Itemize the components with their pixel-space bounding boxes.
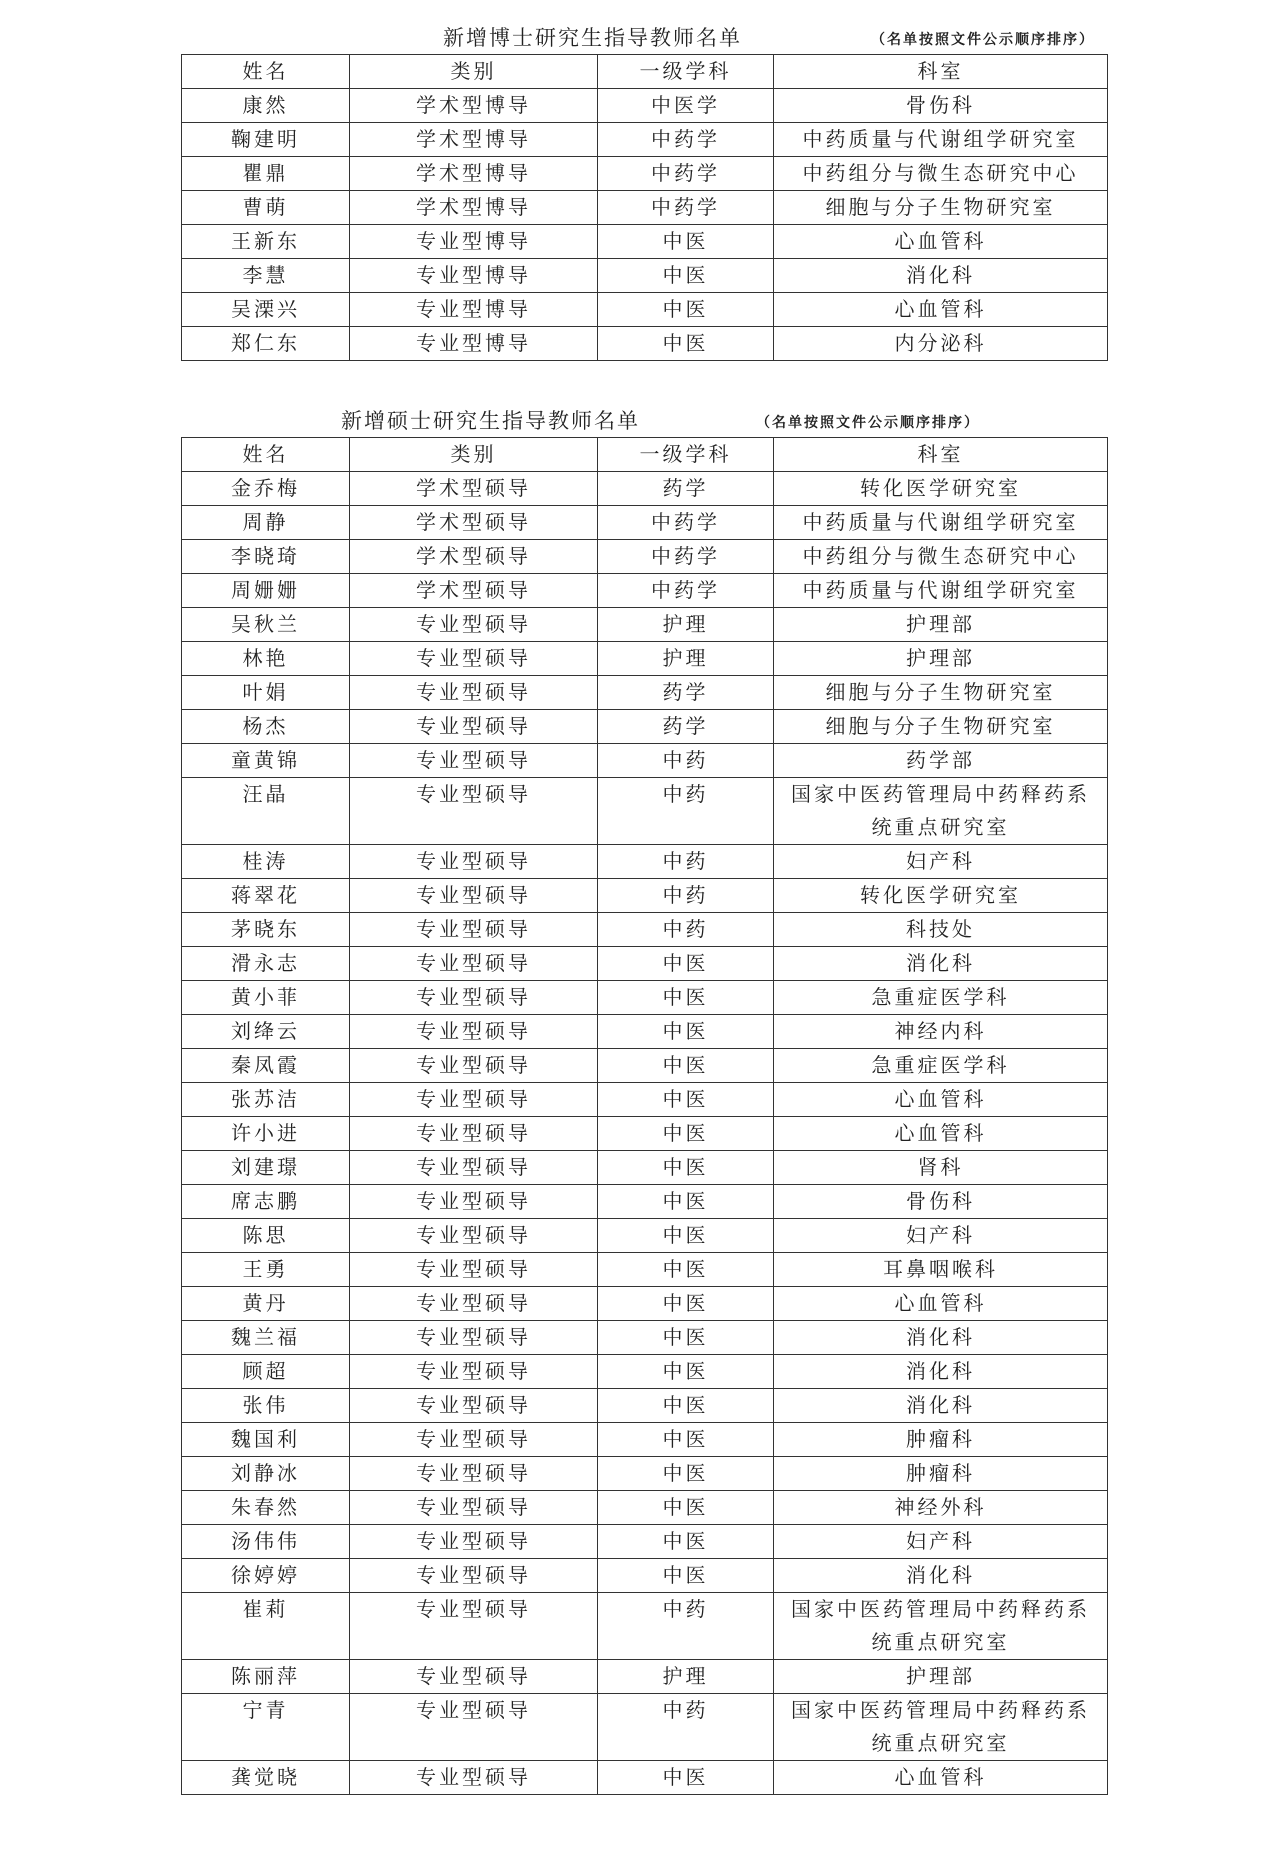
table-row bbox=[182, 89, 1108, 123]
department-cell: 细胞与分子生物研究室 bbox=[774, 191, 1108, 225]
discipline-cell: 中药学 bbox=[598, 123, 774, 157]
table-row bbox=[182, 1015, 1108, 1049]
discipline-cell: 中医 bbox=[598, 1185, 774, 1219]
advisor-name-cell: 许小进 bbox=[182, 1117, 350, 1151]
category-cell: 专业型博导 bbox=[350, 293, 598, 327]
department-cell: 骨伤科 bbox=[774, 1185, 1108, 1219]
table-row bbox=[182, 608, 1108, 642]
department-cell: 护理部 bbox=[774, 1660, 1108, 1694]
department-line: 统重点研究室 bbox=[871, 1731, 1010, 1755]
department-cell: 神经外科 bbox=[774, 1491, 1108, 1525]
department-cell: 急重症医学科 bbox=[774, 1049, 1108, 1083]
phd-table-title: 新增博士研究生指导教师名单 bbox=[443, 26, 742, 50]
department-cell: 细胞与分子生物研究室 bbox=[774, 676, 1108, 710]
advisor-name-cell: 茅晓东 bbox=[182, 913, 350, 947]
table-row bbox=[182, 1457, 1108, 1491]
department-line: 国家中医药管理局中药释药系 bbox=[791, 782, 1090, 806]
advisor-name-cell: 滑永志 bbox=[182, 947, 350, 981]
category-cell: 专业型硕导 bbox=[350, 947, 598, 981]
department-cell bbox=[774, 778, 1108, 845]
discipline-cell: 中医 bbox=[598, 981, 774, 1015]
department-cell: 心血管科 bbox=[774, 293, 1108, 327]
department-cell: 骨伤科 bbox=[774, 89, 1108, 123]
discipline-cell: 中药学 bbox=[598, 191, 774, 225]
category-cell: 专业型硕导 bbox=[350, 1049, 598, 1083]
advisor-name-cell: 黄丹 bbox=[182, 1287, 350, 1321]
category-cell: 专业型硕导 bbox=[350, 1355, 598, 1389]
table-row bbox=[182, 1287, 1108, 1321]
table-row bbox=[182, 1151, 1108, 1185]
category-cell: 专业型博导 bbox=[350, 259, 598, 293]
table-row bbox=[182, 1117, 1108, 1151]
discipline-cell: 中医 bbox=[598, 1423, 774, 1457]
table-row bbox=[182, 540, 1108, 574]
table-row bbox=[182, 1491, 1108, 1525]
department-cell: 消化科 bbox=[774, 1389, 1108, 1423]
advisor-name-cell: 杨杰 bbox=[182, 710, 350, 744]
phd-advisor-section bbox=[181, 22, 1103, 361]
discipline-cell: 中医 bbox=[598, 225, 774, 259]
discipline-cell: 中医 bbox=[598, 293, 774, 327]
column-header: 类别 bbox=[350, 55, 598, 89]
category-cell: 专业型硕导 bbox=[350, 1185, 598, 1219]
advisor-name-cell: 黄小菲 bbox=[182, 981, 350, 1015]
department-line: 统重点研究室 bbox=[871, 815, 1010, 839]
department-cell: 肾科 bbox=[774, 1151, 1108, 1185]
category-cell: 专业型硕导 bbox=[350, 778, 598, 845]
discipline-cell: 中药学 bbox=[598, 540, 774, 574]
column-header: 姓名 bbox=[182, 55, 350, 89]
category-cell: 专业型硕导 bbox=[350, 1117, 598, 1151]
advisor-name-cell: 魏兰福 bbox=[182, 1321, 350, 1355]
category-cell: 专业型博导 bbox=[350, 225, 598, 259]
category-cell: 学术型博导 bbox=[350, 123, 598, 157]
category-cell: 专业型硕导 bbox=[350, 1559, 598, 1593]
advisor-name-cell: 汪晶 bbox=[182, 778, 350, 845]
category-cell: 专业型硕导 bbox=[350, 879, 598, 913]
table-row bbox=[182, 225, 1108, 259]
department-cell: 中药质量与代谢组学研究室 bbox=[774, 506, 1108, 540]
advisor-name-cell: 陈丽萍 bbox=[182, 1660, 350, 1694]
advisor-name-cell: 张苏洁 bbox=[182, 1083, 350, 1117]
category-cell: 专业型硕导 bbox=[350, 1761, 598, 1795]
advisor-name-cell: 瞿鼎 bbox=[182, 157, 350, 191]
discipline-cell: 中药 bbox=[598, 845, 774, 879]
table-row bbox=[182, 1525, 1108, 1559]
phd-section-header bbox=[181, 22, 1103, 54]
table-header-row bbox=[182, 438, 1108, 472]
category-cell: 专业型硕导 bbox=[350, 744, 598, 778]
department-cell: 护理部 bbox=[774, 642, 1108, 676]
table-row bbox=[182, 642, 1108, 676]
discipline-cell: 中医 bbox=[598, 1151, 774, 1185]
discipline-cell: 中医 bbox=[598, 1253, 774, 1287]
category-cell: 专业型硕导 bbox=[350, 1219, 598, 1253]
category-cell: 专业型硕导 bbox=[350, 710, 598, 744]
department-cell: 中药质量与代谢组学研究室 bbox=[774, 574, 1108, 608]
table-row bbox=[182, 506, 1108, 540]
table-row bbox=[182, 1660, 1108, 1694]
advisor-name-cell: 崔莉 bbox=[182, 1593, 350, 1660]
advisor-name-cell: 秦凤霞 bbox=[182, 1049, 350, 1083]
table-row bbox=[182, 845, 1108, 879]
category-cell: 专业型硕导 bbox=[350, 845, 598, 879]
table-row bbox=[182, 191, 1108, 225]
table-row bbox=[182, 947, 1108, 981]
discipline-cell: 中医 bbox=[598, 1559, 774, 1593]
advisor-name-cell: 李慧 bbox=[182, 259, 350, 293]
discipline-cell: 中医 bbox=[598, 1287, 774, 1321]
table-row bbox=[182, 1423, 1108, 1457]
advisor-name-cell: 刘静冰 bbox=[182, 1457, 350, 1491]
advisor-name-cell: 李晓琦 bbox=[182, 540, 350, 574]
department-cell: 中药组分与微生态研究中心 bbox=[774, 157, 1108, 191]
discipline-cell: 中药学 bbox=[598, 574, 774, 608]
category-cell: 专业型硕导 bbox=[350, 1457, 598, 1491]
discipline-cell: 药学 bbox=[598, 472, 774, 506]
advisor-name-cell: 汤伟伟 bbox=[182, 1525, 350, 1559]
category-cell: 专业型硕导 bbox=[350, 1389, 598, 1423]
column-header: 一级学科 bbox=[598, 438, 774, 472]
category-cell: 学术型博导 bbox=[350, 191, 598, 225]
discipline-cell: 中医 bbox=[598, 1049, 774, 1083]
table-row bbox=[182, 574, 1108, 608]
table-row bbox=[182, 913, 1108, 947]
table-row bbox=[182, 1219, 1108, 1253]
category-cell: 专业型硕导 bbox=[350, 608, 598, 642]
category-cell: 专业型硕导 bbox=[350, 1083, 598, 1117]
category-cell: 专业型硕导 bbox=[350, 1151, 598, 1185]
discipline-cell: 中医 bbox=[598, 327, 774, 361]
column-header: 科室 bbox=[774, 55, 1108, 89]
table-row bbox=[182, 1049, 1108, 1083]
discipline-cell: 中医 bbox=[598, 1761, 774, 1795]
table-header-row bbox=[182, 55, 1108, 89]
advisor-name-cell: 鞠建明 bbox=[182, 123, 350, 157]
department-cell: 消化科 bbox=[774, 1355, 1108, 1389]
department-cell: 妇产科 bbox=[774, 845, 1108, 879]
department-line: 国家中医药管理局中药释药系 bbox=[791, 1698, 1090, 1722]
category-cell: 专业型硕导 bbox=[350, 1287, 598, 1321]
table-row bbox=[182, 1355, 1108, 1389]
department-cell: 肿瘤科 bbox=[774, 1423, 1108, 1457]
department-cell: 心血管科 bbox=[774, 1287, 1108, 1321]
discipline-cell: 中医学 bbox=[598, 89, 774, 123]
advisor-name-cell: 曹萌 bbox=[182, 191, 350, 225]
advisor-name-cell: 周静 bbox=[182, 506, 350, 540]
advisor-name-cell: 王勇 bbox=[182, 1253, 350, 1287]
category-cell: 专业型硕导 bbox=[350, 1423, 598, 1457]
table-row bbox=[182, 1185, 1108, 1219]
discipline-cell: 中医 bbox=[598, 1491, 774, 1525]
category-cell: 专业型硕导 bbox=[350, 1593, 598, 1660]
department-cell: 神经内科 bbox=[774, 1015, 1108, 1049]
table-row bbox=[182, 259, 1108, 293]
discipline-cell: 护理 bbox=[598, 642, 774, 676]
advisor-name-cell: 王新东 bbox=[182, 225, 350, 259]
department-cell: 心血管科 bbox=[774, 1117, 1108, 1151]
department-cell bbox=[774, 1593, 1108, 1660]
table-row bbox=[182, 157, 1108, 191]
category-cell: 专业型硕导 bbox=[350, 1253, 598, 1287]
category-cell: 专业型硕导 bbox=[350, 642, 598, 676]
department-cell: 中药质量与代谢组学研究室 bbox=[774, 123, 1108, 157]
table-row bbox=[182, 744, 1108, 778]
department-cell: 消化科 bbox=[774, 259, 1108, 293]
category-cell: 专业型硕导 bbox=[350, 1321, 598, 1355]
discipline-cell: 中医 bbox=[598, 1389, 774, 1423]
advisor-name-cell: 金乔梅 bbox=[182, 472, 350, 506]
table-row bbox=[182, 1083, 1108, 1117]
department-cell: 心血管科 bbox=[774, 225, 1108, 259]
department-cell: 药学部 bbox=[774, 744, 1108, 778]
advisor-name-cell: 顾超 bbox=[182, 1355, 350, 1389]
department-cell: 妇产科 bbox=[774, 1525, 1108, 1559]
master-section-header bbox=[181, 405, 1103, 437]
advisor-name-cell: 刘建璟 bbox=[182, 1151, 350, 1185]
category-cell: 专业型硕导 bbox=[350, 1525, 598, 1559]
department-cell: 转化医学研究室 bbox=[774, 879, 1108, 913]
table-row bbox=[182, 123, 1108, 157]
category-cell: 学术型硕导 bbox=[350, 472, 598, 506]
discipline-cell: 中医 bbox=[598, 259, 774, 293]
category-cell: 学术型硕导 bbox=[350, 540, 598, 574]
master-advisor-section bbox=[181, 405, 1103, 1795]
advisor-name-cell: 周姗姗 bbox=[182, 574, 350, 608]
category-cell: 专业型硕导 bbox=[350, 1694, 598, 1761]
table-row bbox=[182, 293, 1108, 327]
department-cell: 耳鼻咽喉科 bbox=[774, 1253, 1108, 1287]
table-row bbox=[182, 778, 1108, 845]
category-cell: 学术型硕导 bbox=[350, 574, 598, 608]
discipline-cell: 护理 bbox=[598, 1660, 774, 1694]
discipline-cell: 护理 bbox=[598, 608, 774, 642]
department-cell: 细胞与分子生物研究室 bbox=[774, 710, 1108, 744]
table-row bbox=[182, 1559, 1108, 1593]
department-cell: 科技处 bbox=[774, 913, 1108, 947]
advisor-name-cell: 朱春然 bbox=[182, 1491, 350, 1525]
category-cell: 专业型硕导 bbox=[350, 1491, 598, 1525]
discipline-cell: 中药 bbox=[598, 1593, 774, 1660]
discipline-cell: 中药学 bbox=[598, 157, 774, 191]
column-header: 类别 bbox=[350, 438, 598, 472]
table-row bbox=[182, 1593, 1108, 1660]
department-cell: 妇产科 bbox=[774, 1219, 1108, 1253]
column-header: 姓名 bbox=[182, 438, 350, 472]
department-cell: 急重症医学科 bbox=[774, 981, 1108, 1015]
table-row bbox=[182, 676, 1108, 710]
discipline-cell: 药学 bbox=[598, 710, 774, 744]
discipline-cell: 中药 bbox=[598, 744, 774, 778]
master-table-title: 新增硕士研究生指导教师名单 bbox=[341, 409, 640, 433]
discipline-cell: 中药 bbox=[598, 913, 774, 947]
category-cell: 专业型硕导 bbox=[350, 676, 598, 710]
discipline-cell: 中医 bbox=[598, 1321, 774, 1355]
department-cell: 内分泌科 bbox=[774, 327, 1108, 361]
advisor-name-cell: 童黄锦 bbox=[182, 744, 350, 778]
discipline-cell: 中医 bbox=[598, 1117, 774, 1151]
advisor-name-cell: 吴秋兰 bbox=[182, 608, 350, 642]
discipline-cell: 中药 bbox=[598, 879, 774, 913]
advisor-name-cell: 林艳 bbox=[182, 642, 350, 676]
category-cell: 专业型硕导 bbox=[350, 1660, 598, 1694]
category-cell: 学术型博导 bbox=[350, 89, 598, 123]
advisor-name-cell: 宁青 bbox=[182, 1694, 350, 1761]
department-cell: 肿瘤科 bbox=[774, 1457, 1108, 1491]
discipline-cell: 中药 bbox=[598, 1694, 774, 1761]
discipline-cell: 中医 bbox=[598, 1355, 774, 1389]
table-row bbox=[182, 472, 1108, 506]
advisor-name-cell: 徐婷婷 bbox=[182, 1559, 350, 1593]
table-row bbox=[182, 981, 1108, 1015]
advisor-name-cell: 吴溧兴 bbox=[182, 293, 350, 327]
category-cell: 学术型博导 bbox=[350, 157, 598, 191]
advisor-name-cell: 郑仁东 bbox=[182, 327, 350, 361]
discipline-cell: 中医 bbox=[598, 1525, 774, 1559]
discipline-cell: 中药 bbox=[598, 778, 774, 845]
advisor-name-cell: 席志鹏 bbox=[182, 1185, 350, 1219]
advisor-name-cell: 张伟 bbox=[182, 1389, 350, 1423]
category-cell: 学术型硕导 bbox=[350, 506, 598, 540]
category-cell: 专业型硕导 bbox=[350, 1015, 598, 1049]
department-cell: 转化医学研究室 bbox=[774, 472, 1108, 506]
discipline-cell: 中医 bbox=[598, 1457, 774, 1491]
phd-order-note: （名单按照文件公示顺序排序） bbox=[871, 32, 1095, 48]
advisor-name-cell: 康然 bbox=[182, 89, 350, 123]
table-row bbox=[182, 327, 1108, 361]
table-row bbox=[182, 1389, 1108, 1423]
department-cell: 心血管科 bbox=[774, 1083, 1108, 1117]
department-cell: 消化科 bbox=[774, 1321, 1108, 1355]
advisor-name-cell: 魏国利 bbox=[182, 1423, 350, 1457]
department-line: 统重点研究室 bbox=[871, 1630, 1010, 1654]
column-header: 科室 bbox=[774, 438, 1108, 472]
phd-advisor-table bbox=[181, 54, 1108, 361]
column-header: 一级学科 bbox=[598, 55, 774, 89]
department-cell: 消化科 bbox=[774, 1559, 1108, 1593]
table-row bbox=[182, 1761, 1108, 1795]
discipline-cell: 中医 bbox=[598, 947, 774, 981]
department-cell: 护理部 bbox=[774, 608, 1108, 642]
department-cell: 消化科 bbox=[774, 947, 1108, 981]
table-row bbox=[182, 1321, 1108, 1355]
discipline-cell: 中医 bbox=[598, 1219, 774, 1253]
discipline-cell: 中医 bbox=[598, 1083, 774, 1117]
department-cell: 中药组分与微生态研究中心 bbox=[774, 540, 1108, 574]
discipline-cell: 中医 bbox=[598, 1015, 774, 1049]
advisor-name-cell: 蒋翠花 bbox=[182, 879, 350, 913]
master-order-note: （名单按照文件公示顺序排序） bbox=[756, 415, 980, 431]
advisor-name-cell: 刘绛云 bbox=[182, 1015, 350, 1049]
master-advisor-table bbox=[181, 437, 1108, 1795]
category-cell: 专业型硕导 bbox=[350, 981, 598, 1015]
advisor-name-cell: 龚觉晓 bbox=[182, 1761, 350, 1795]
table-row bbox=[182, 1694, 1108, 1761]
category-cell: 专业型博导 bbox=[350, 327, 598, 361]
advisor-name-cell: 桂涛 bbox=[182, 845, 350, 879]
table-row bbox=[182, 710, 1108, 744]
table-row bbox=[182, 1253, 1108, 1287]
department-cell bbox=[774, 1694, 1108, 1761]
advisor-name-cell: 陈思 bbox=[182, 1219, 350, 1253]
advisor-name-cell: 叶娟 bbox=[182, 676, 350, 710]
department-cell: 心血管科 bbox=[774, 1761, 1108, 1795]
discipline-cell: 药学 bbox=[598, 676, 774, 710]
department-line: 国家中医药管理局中药释药系 bbox=[791, 1597, 1090, 1621]
table-row bbox=[182, 879, 1108, 913]
discipline-cell: 中药学 bbox=[598, 506, 774, 540]
category-cell: 专业型硕导 bbox=[350, 913, 598, 947]
